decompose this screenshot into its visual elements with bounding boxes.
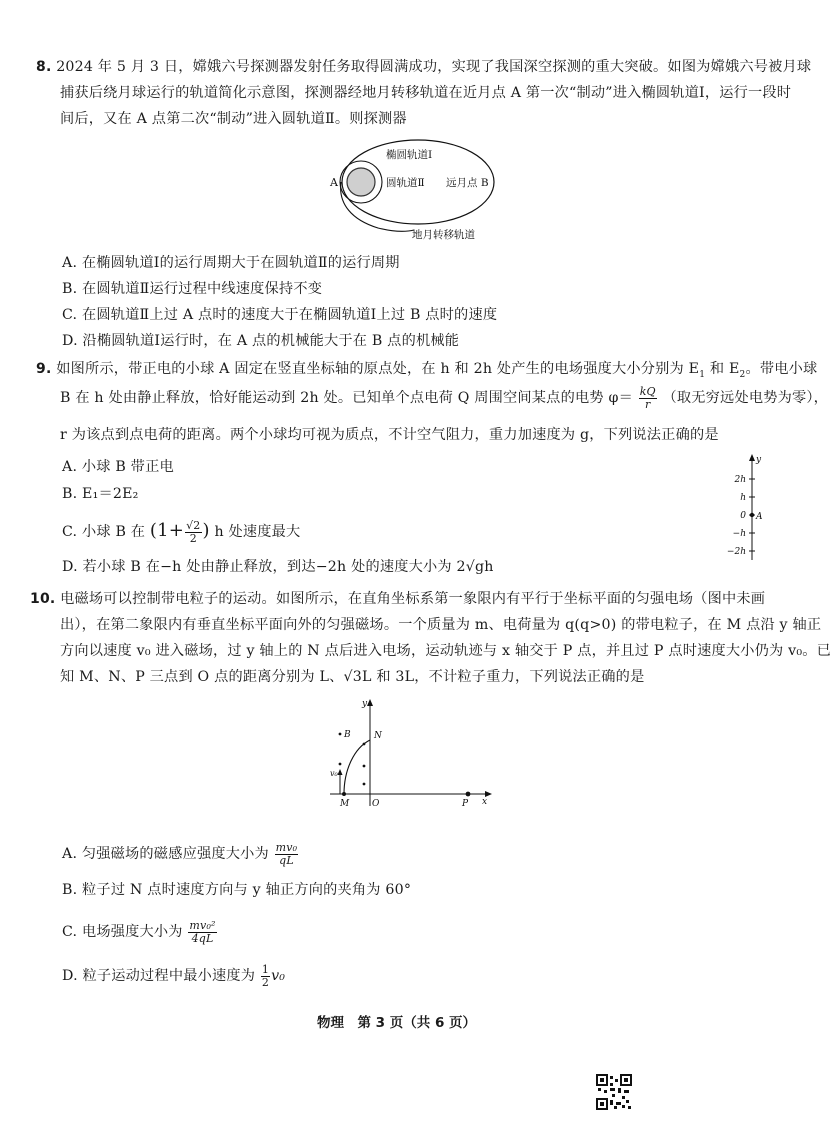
field-dot: [363, 765, 366, 768]
n-label: N: [374, 731, 382, 741]
q10-option-c: C. 电场强度大小为 $\frac{\text{mv₀²}}{4qL}$: [62, 919, 216, 945]
q9-option-d: D. 若小球 B 在−h 处由静止释放，到达−2h 处的速度大小为 2√gh: [62, 559, 494, 575]
m-label: M: [340, 799, 350, 809]
point-a-label: A: [330, 176, 338, 189]
moon: [347, 168, 375, 196]
x-axis-label: x: [482, 797, 488, 807]
y-axis-arrow: [749, 454, 755, 461]
q8-option-b: B. 在圆轨道Ⅱ运行过程中线速度保持不变: [62, 281, 323, 297]
q10-option-b: B. 粒子过 N 点时速度方向与 y 轴正方向的夹角为 60°: [62, 882, 412, 898]
q9-option-b: B. E₁＝2E₂: [62, 486, 139, 502]
q10-option-d: D. 粒子运动过程中最小速度为 $\frac{1}{2}$ v₀: [62, 963, 286, 989]
q10-option-a: A. 匀强磁场的磁感应强度大小为 $\frac{\text{mv₀}}{qL}$: [62, 841, 298, 867]
axis-tick-label: 2h: [734, 475, 746, 485]
o-label: O: [372, 799, 380, 809]
charge-a: [750, 513, 754, 517]
q9-stem-line1: 9. 如图所示，带正电的小球 A 固定在竖直坐标轴的原点处，在 h 和 2h 处产生的电场强度大小分别为 $E_1$ 和 $E_2$。带电小球: [36, 361, 818, 380]
q9-vertical-axis: [726, 452, 776, 564]
q9-stem-line2: B 在 h 处由静止释放，恰好能运动到 2h 处。已知单个点电荷 Q 周围空间某点的电势 φ＝ $\frac{kQ}{r}$ （取无穷远处电势为零），: [60, 385, 829, 411]
phi-fraction: $\frac{kQ}{r}$: [639, 385, 656, 411]
field-dot: [339, 733, 342, 736]
q9-option-a: A. 小球 B 带正电: [62, 459, 174, 475]
q8-option-a: A. 在椭圆轨道Ⅰ的运行周期大于在圆轨道Ⅱ的运行周期: [62, 255, 400, 271]
axis-tick-label: h: [740, 493, 746, 503]
q9-stem-line3: r 为该点到点电荷的距离。两个小球均可视为质点，不计空气阻力，重力加速度为 g，下列说法正确的是: [60, 427, 719, 443]
q9-number: 9.: [36, 361, 52, 377]
particle-trajectory: [344, 740, 370, 794]
axis-tick-label: −h: [732, 529, 746, 539]
q10-stem-line4: 知 M、N、P 三点到 O 点的距离分别为 L、√3L 和 3L，不计粒子重力，下列说法正确的是: [60, 669, 645, 685]
field-dot: [339, 763, 342, 766]
q8-stem-line3: 间后，又在 A 点第二次“制动”进入圆轨道Ⅱ。则探测器: [60, 111, 407, 127]
q10-stem-line2: 出），在第二象限内有垂直坐标平面向外的匀强磁场。一个质量为 m、电荷量为 q(q>0) 的带电粒子，在 M 点沿 y 轴正: [60, 617, 822, 633]
q10-number: 10.: [30, 591, 56, 607]
qr-code-icon: [596, 1074, 632, 1110]
q9-option-c: C. 小球 B 在 (1+ $\frac{√2}{2}$ ) h 处速度最大: [62, 519, 301, 545]
y-axis-label: y: [756, 455, 762, 465]
transfer-orbit-label: 地月转移轨道: [412, 229, 475, 241]
q8-option-d: D. 沿椭圆轨道Ⅰ运行时，在 A 点的机械能大于在 B 点的机械能: [62, 333, 460, 349]
y-axis-label: y: [362, 699, 368, 709]
p-label: P: [462, 799, 469, 809]
axis-tick-label: 0: [740, 511, 746, 521]
page-footer: 物理 第 3 页（共 6 页）: [316, 1015, 477, 1031]
v0-label: v₀: [330, 769, 338, 778]
q8-stem-line1: 8. 2024 年 5 月 3 日，嫦娥六号探测器发射任务取得圆满成功，实现了我国深空探测的重大突破。如图为嫦娥六号被月球: [36, 59, 812, 75]
y-axis-arrow: [367, 699, 373, 706]
point-p: [466, 792, 471, 797]
q8-stem-line2: 捕获后绕月球运行的轨道简化示意图，探测器经地月转移轨道在近月点 A 第一次“制动”进入椭圆轨道Ⅰ，运行一段时: [60, 85, 792, 101]
b-label: B: [344, 730, 351, 740]
point-m: [342, 792, 346, 796]
charge-a-label: A: [756, 512, 763, 522]
q10-field-diagram: [326, 696, 496, 808]
q8-orbit-diagram: [320, 136, 520, 244]
ellipse-orbit-label: 椭圆轨道Ⅰ: [386, 149, 433, 161]
q10-stem-line3: 方向以速度 v₀ 进入磁场，过 y 轴上的 N 点后进入电场，运动轨迹与 x 轴交于 P 点，并且过 P 点时速度大小仍为 v₀。已: [60, 643, 831, 659]
circle-orbit-label: 圆轨道Ⅱ: [386, 177, 425, 189]
q8-number: 8.: [36, 59, 52, 75]
velocity-arrowhead: [338, 769, 343, 775]
field-dot: [363, 783, 366, 786]
axis-tick-label: −2h: [726, 547, 746, 557]
q10-stem-line1: 10. 电磁场可以控制带电粒子的运动。如图所示，在直角坐标系第一象限内有平行于坐标平面的匀强电场（图中未画: [30, 591, 766, 607]
q8-option-c: C. 在圆轨道Ⅱ上过 A 点时的速度大于在椭圆轨道Ⅰ上过 B 点时的速度: [62, 307, 498, 323]
far-point-label: 远月点 B: [446, 177, 489, 189]
